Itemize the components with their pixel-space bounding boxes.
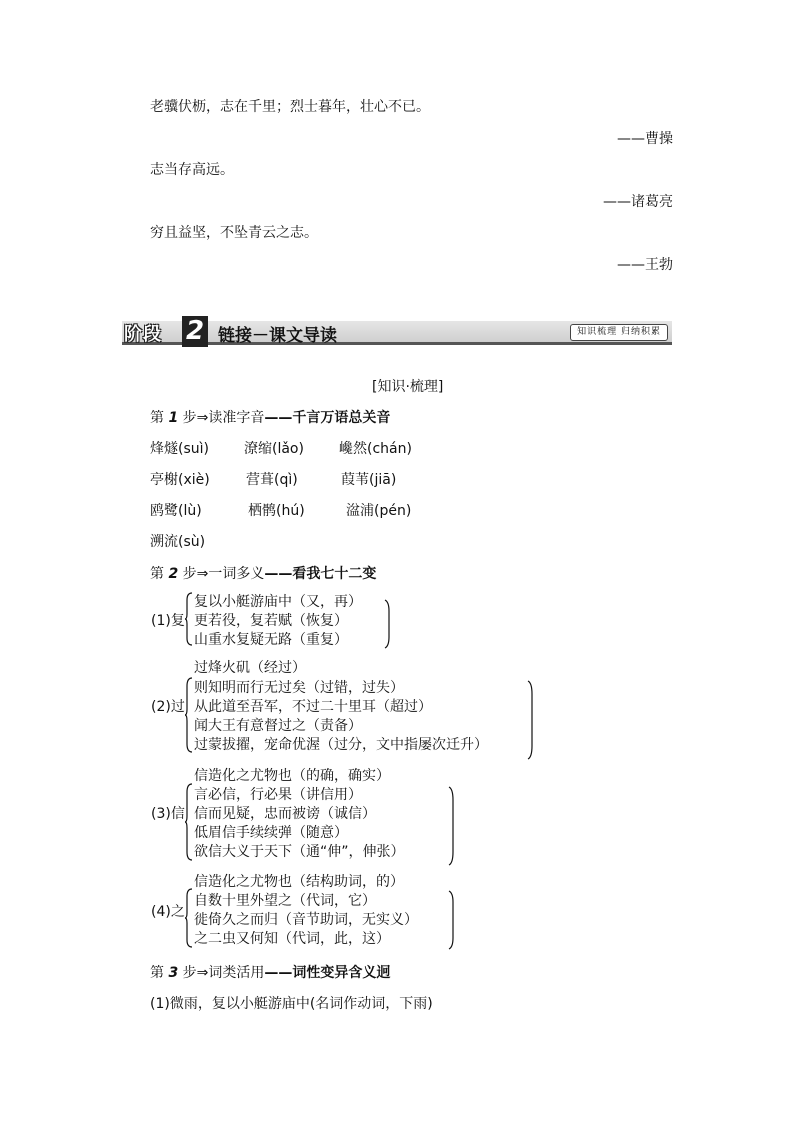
step1-num: 1 <box>168 410 179 426</box>
section-banner <box>122 318 672 346</box>
left-brace <box>185 888 193 948</box>
banner-number: 2 <box>182 316 208 347</box>
step1-mid: 步⇒读准字音 <box>178 410 265 426</box>
polysemy-item: 更若役，复若赋（恢复） <box>194 613 348 629</box>
polysemy-item: 从此道至吾军，不过二十里耳（超过） <box>194 699 432 715</box>
quote-text-3: 穷且益坚，不坠青云之志。 <box>150 225 318 241</box>
step1-bold: ——千言万语总关音 <box>264 410 391 426</box>
polysemy-item: 过蒙拔擢，宠命优渥（过分，文中指屡次迁升） <box>194 737 488 753</box>
polysemy-item: 徙倚久之而归（音节助词，无实义） <box>194 912 418 928</box>
step3-num: 3 <box>168 965 179 981</box>
right-bracket <box>384 599 390 649</box>
quote-text-2: 志当存高远。 <box>150 162 234 178</box>
banner-label: 阶段 <box>124 324 162 345</box>
left-brace <box>185 592 193 646</box>
quote-text-1: 老骥伏枥，志在千里；烈士暮年，壮心不已。 <box>150 99 430 115</box>
step2-bold: ——看我七十二变 <box>264 566 377 582</box>
pron-item: 营葺(qì) <box>246 472 298 488</box>
banner-title: 链接－课文导读 <box>218 326 337 346</box>
pron-item: 溯流(sù) <box>150 534 206 550</box>
polysemy-label: (3)信 <box>151 806 185 822</box>
step3-mid: 步⇒词类活用 <box>178 965 265 981</box>
step2-num: 2 <box>168 566 179 582</box>
polysemy-item: 闻大王有意督过之（责备） <box>194 718 362 734</box>
section-title: [知识·梳理] <box>372 379 444 395</box>
polysemy-label: (2)过 <box>151 699 185 715</box>
right-bracket <box>448 786 454 866</box>
pron-item: 栖鹘(hú) <box>248 503 305 519</box>
step3-heading <box>150 962 390 982</box>
right-bracket <box>527 680 533 760</box>
step2-heading <box>150 563 376 583</box>
step2-mid: 步⇒一词多义 <box>178 566 265 582</box>
pron-item: 葭苇(jiā) <box>341 472 397 488</box>
quote-author-1: ——曹操 <box>617 131 673 147</box>
polysemy-item: 言必信，行必果（讲信用） <box>194 787 362 803</box>
pron-item: 鸥鹭(lù) <box>150 503 202 519</box>
right-bracket <box>448 890 454 950</box>
polysemy-item: 低眉信手续续弹（随意） <box>194 825 348 841</box>
polysemy-item: 欲信大义于天下（通“伸”，伸张） <box>194 844 405 860</box>
polysemy-item: 复以小艇游庙中（又，再） <box>194 594 362 610</box>
step3-item: (1)微雨，复以小艇游庙中(名词作动词，下雨) <box>150 996 433 1012</box>
polysemy-label: (4)之 <box>151 904 185 920</box>
polysemy-item: 山重水复疑无路（重复） <box>194 632 348 648</box>
polysemy-item: 则知明而行无过矣（过错，过失） <box>194 680 404 696</box>
step3-bold: ——词性变异含义迥 <box>264 965 391 981</box>
left-brace <box>185 783 193 861</box>
polysemy-item: 过烽火矶（经过） <box>194 660 306 676</box>
pron-item: 巉然(chán) <box>339 441 412 457</box>
quote-author-3: ——王勃 <box>617 257 673 273</box>
left-brace <box>185 677 193 753</box>
pron-item: 湓浦(pén) <box>346 503 412 519</box>
pron-item: 潦缩(lǎo) <box>244 441 304 457</box>
step1-prefix: 第 <box>150 410 169 426</box>
polysemy-item: 信而见疑，忠而被谤（诚信） <box>194 806 376 822</box>
pron-item: 亭榭(xiè) <box>150 472 210 488</box>
pron-item: 烽燧(suì) <box>150 441 209 457</box>
quote-author-2: ——诸葛亮 <box>603 194 673 210</box>
step1-heading <box>150 407 390 427</box>
polysemy-label: (1)复 <box>151 613 185 629</box>
polysemy-item: 之二虫又何知（代词，此，这） <box>194 931 390 947</box>
step2-prefix: 第 <box>150 566 169 582</box>
polysemy-item: 自数十里外望之（代词，它） <box>194 893 376 909</box>
polysemy-item: 信造化之尤物也（的确，确实） <box>194 768 390 784</box>
polysemy-item: 信造化之尤物也（结构助词，的） <box>194 874 404 890</box>
banner-tag: 知识梳理 归纳积累 <box>570 324 668 341</box>
step3-prefix: 第 <box>150 965 169 981</box>
